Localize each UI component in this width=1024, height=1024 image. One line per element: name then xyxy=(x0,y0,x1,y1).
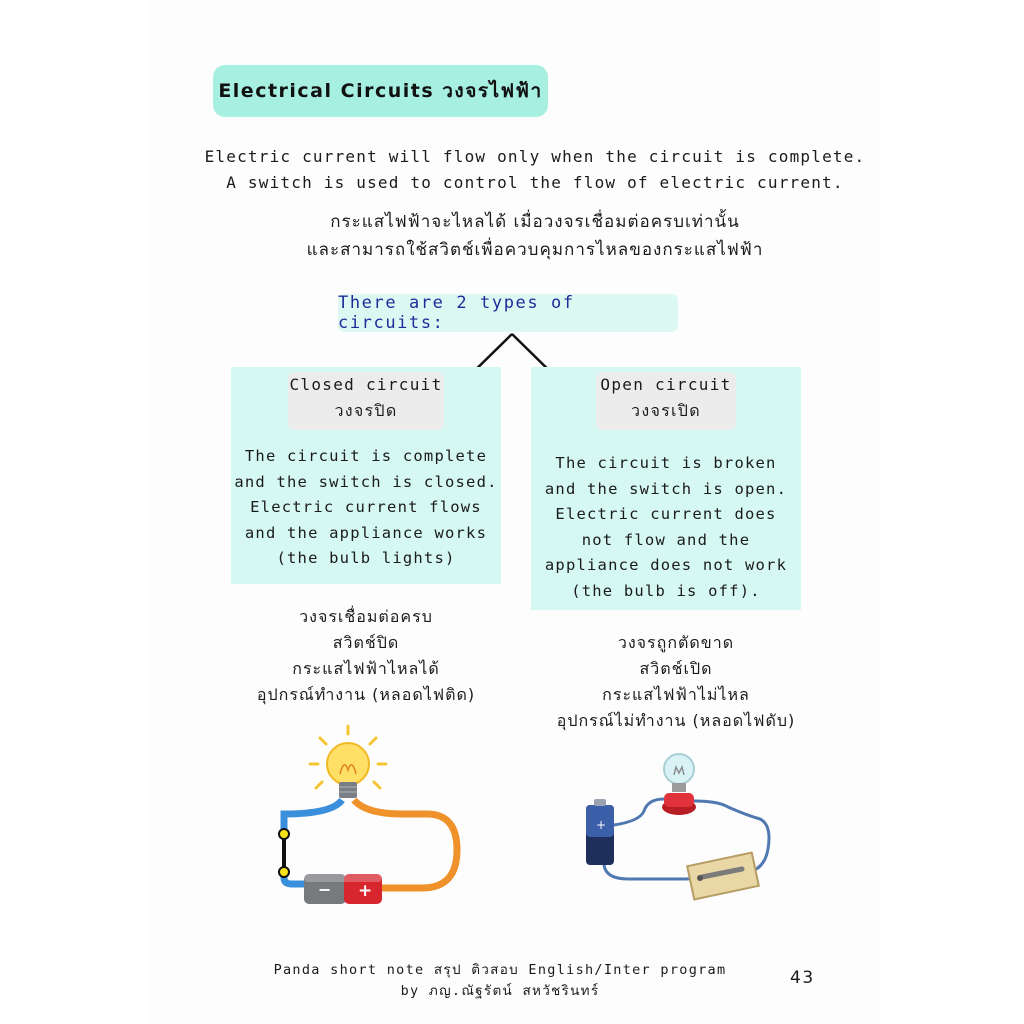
closed-circuit-heading xyxy=(288,372,444,430)
closed-desc-line: Electric current flows xyxy=(250,498,482,516)
open-circuit-illustration xyxy=(578,745,788,905)
circuit-types-label: There are 2 types of circuits: xyxy=(338,294,678,332)
closed-thai-line: กระแสไฟฟ้าไหลได้ xyxy=(292,659,440,678)
footer-line1: Panda short note สรุป ติวสอบ English/Inter program xyxy=(273,962,727,978)
open-circuit-thai-summary xyxy=(516,630,836,734)
closed-title-en: Closed circuit xyxy=(289,375,443,394)
closed-circuit-description xyxy=(231,444,501,572)
closed-circuit-illustration xyxy=(262,722,502,922)
open-thai-line: สวิตช์เปิด xyxy=(639,659,713,678)
page-number: 43 xyxy=(790,968,815,988)
closed-circuit-thai-summary xyxy=(216,604,516,708)
open-desc-line: appliance does not work xyxy=(544,556,788,574)
open-desc-line: not flow and the xyxy=(581,530,751,549)
closed-title-th: วงจรปิด xyxy=(334,401,398,420)
open-desc-line: The circuit is broken xyxy=(555,454,777,472)
battery-icon xyxy=(304,874,382,904)
intro-en-line1: Electric current will flow only when the circuit is complete. xyxy=(204,147,866,166)
battery-minus-sign: − xyxy=(318,880,332,899)
closed-thai-line: อุปกรณ์ทำงาน (หลอดไฟติด) xyxy=(256,685,476,704)
battery-cell-icon xyxy=(586,799,614,865)
closed-desc-line: (the bulb lights) xyxy=(276,549,456,567)
intro-th-line2: และสามารถใช้สวิตช์เพื่อควบคุมการไหลของกระแสไฟฟ้า xyxy=(306,240,764,260)
open-title-en: Open circuit xyxy=(600,375,732,394)
footer-line2: by ภญ.ณัฐรัตน์ สหวัชรินทร์ xyxy=(400,983,600,999)
closed-thai-line: วงจรเชื่อมต่อครบ xyxy=(299,607,433,626)
lit-bulb-icon xyxy=(310,726,386,798)
intro-en-line2: A switch is used to control the flow of electric current. xyxy=(226,173,844,192)
open-circuit-heading xyxy=(596,372,736,430)
closed-switch-icon xyxy=(279,829,289,877)
open-thai-line: วงจรถูกตัดขาด xyxy=(617,633,735,652)
closed-desc-line: and the switch is closed. xyxy=(234,472,498,491)
footer xyxy=(200,960,800,1002)
open-circuit-description xyxy=(531,451,801,604)
open-desc-line: (the bulb is off). xyxy=(571,581,761,600)
intro-th-line1: กระแสไฟฟ้าจะไหลได้ เมื่อวงจรเชื่อมต่อครบเท่านั้น xyxy=(330,212,740,232)
unlit-bulb-icon xyxy=(662,754,696,815)
closed-thai-line: สวิตช์ปิด xyxy=(332,633,400,652)
open-title-th: วงจรเปิด xyxy=(631,401,701,420)
open-switch-icon xyxy=(687,853,759,900)
battery-cell-plus-sign: + xyxy=(596,818,607,832)
open-desc-line: and the switch is open. xyxy=(544,479,788,498)
closed-desc-line: and the appliance works xyxy=(244,523,488,542)
open-thai-line: อุปกรณ์ไม่ทำงาน (หลอดไฟดับ) xyxy=(556,711,796,730)
open-desc-line: Electric current does xyxy=(555,505,777,523)
closed-desc-line: The circuit is complete xyxy=(244,447,488,465)
open-thai-line: กระแสไฟฟ้าไม่ไหล xyxy=(602,685,750,704)
page-title: Electrical Circuits วงจรไฟฟ้า xyxy=(213,65,548,117)
battery-plus-sign: + xyxy=(358,881,373,901)
